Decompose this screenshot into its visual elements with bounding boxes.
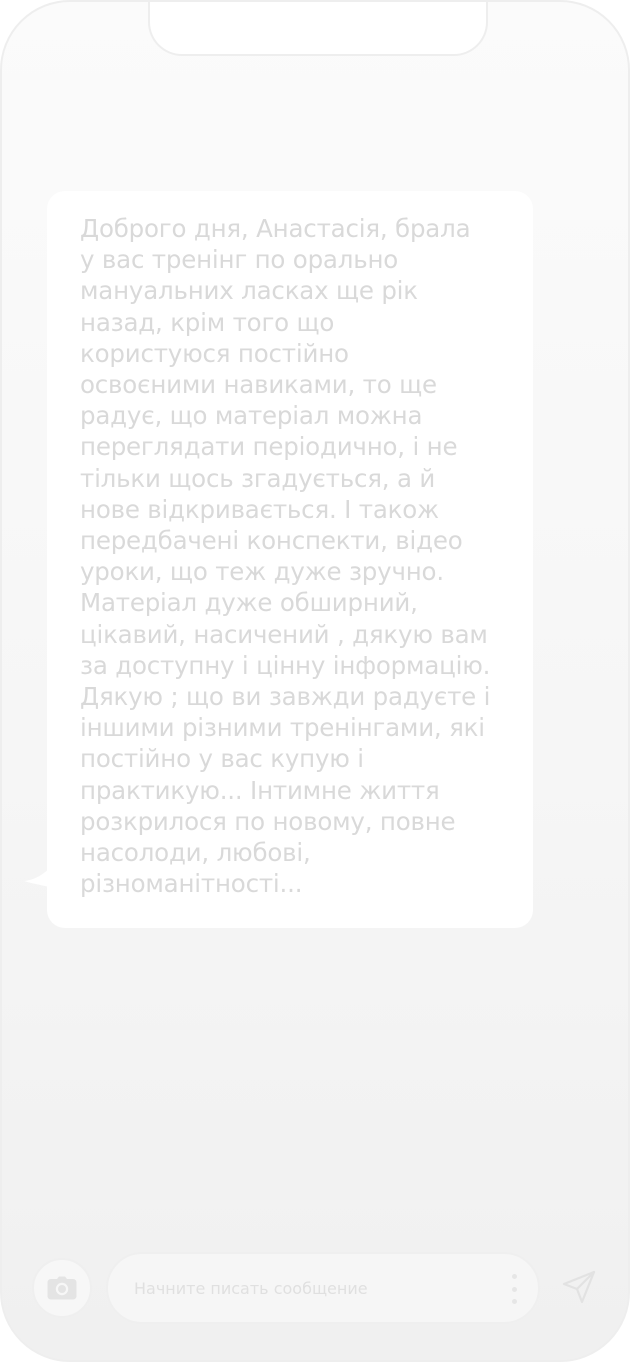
more-options-button[interactable] [506, 1274, 522, 1304]
more-vertical-icon-dot [512, 1287, 517, 1292]
message-text: Доброго дня, Анастасія, брала у вас тренінг по орально мануальних ласках ще рік назад, крім того що користуюся постійно освоєними навиками, то ще радує, що матеріал можна переглядати періодично, і не тільки щось згадується, а й нове відкривається. І також передбачені конспекти, відео уроки, що теж дуже зручно. Матеріал дуже обширний, цікавий, насичений , дякую вам за доступну і цінну інформацію. Дякую ; що ви завжди радуєте і іншими різними тренінгами, які постійно у вас купую і практикую... Інтимне життя розкрилося по новому, повне насолоди, любові, різноманітності... [80, 214, 491, 899]
camera-button[interactable] [32, 1258, 92, 1318]
message-input[interactable] [134, 1254, 494, 1322]
camera-icon [47, 1276, 77, 1300]
send-icon [560, 1268, 598, 1306]
phone-notch [148, 0, 488, 56]
send-button[interactable] [560, 1268, 598, 1306]
more-vertical-icon [512, 1274, 517, 1279]
more-vertical-icon-dot [512, 1299, 517, 1304]
message-composer [106, 1252, 540, 1324]
message-bubble [47, 191, 533, 928]
